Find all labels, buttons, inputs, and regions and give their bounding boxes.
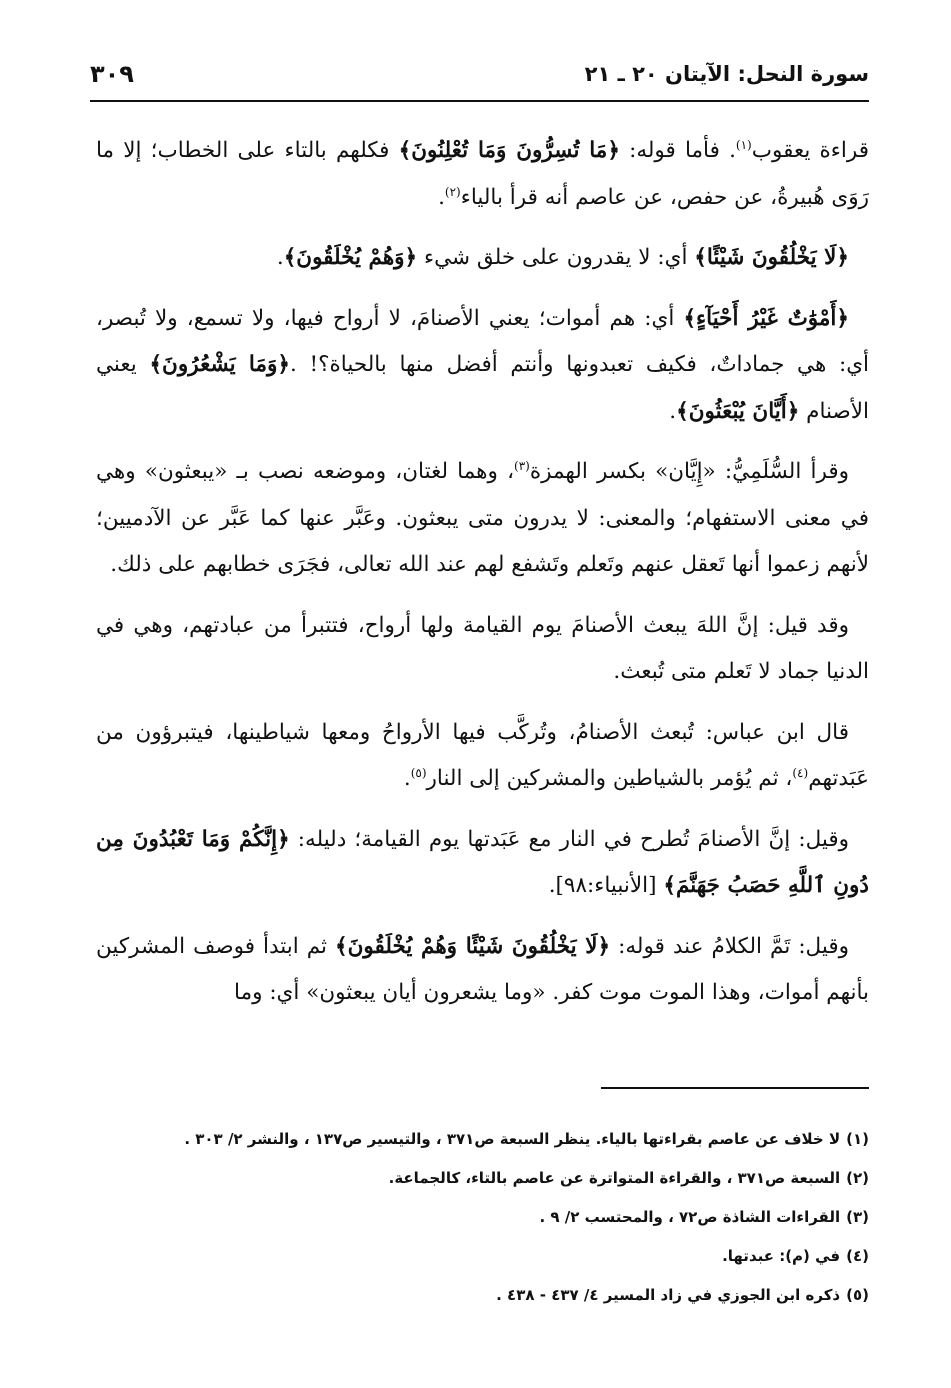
footnotes [96,1120,869,1315]
quran-quote: ﴿وَمَا يَشْعُرُونَ﴾ [149,352,290,377]
text-run: ، وهما لغتان، وموضعه نصب بـ «يبعثون» وهي في معنى الاستفهام؛ والمعنى: لا يدرون متى يبعثون. وعَبَّر عنها كما عَبَّر عن الآدميين؛ لأنهم زعموا أنها تَعقل عنهم وتَعلم وتَشفع لهم عند الله تعالى، فجَرَى خطابهم على ذلك. [96,459,869,577]
text-run: وقرأ السُّلَمِيُّ: «إِيَّان» بكسر الهمزة [529,459,850,484]
paragraph-5: وقد قيل: إنَّ اللهَ يبعث الأصنامَ يوم القيامة ولها أرواح، فتتبرأ من عبادتهم، وهي في الدنيا جماد لا تَعلم متى تُبعث. [96,612,869,684]
footnote-ref-5: (٥) [410,765,427,780]
quran-quote: ﴿إِنَّكُمْ وَمَا تَعْبُدُونَ مِن دُونِ ٱللَّهِ حَصَبُ جَهَنَّمَ﴾ [96,826,869,898]
main-text [96,128,869,1031]
footnote-ref-3: (٣) [514,458,530,473]
text-run: . فأما قوله: [619,138,736,163]
text-run: ثم ابتدأ فوصف المشركين بأنهم أموات، وهذا الموت موت كفر. «وما يشعرون أيان يبعثون» أي: وما [96,933,869,1005]
footnote-separator [601,1087,869,1089]
text-run: أي: لا يقدرون على خلق شيء [417,245,695,270]
text-run: . [438,184,445,210]
paragraph-3 [96,296,869,436]
footnote-number: (٤) [846,1247,869,1265]
quran-quote: ﴿وَهُمْ يُخْلَقُونَ﴾ [283,245,418,270]
footnote-text: القراءات الشاذة ص٧٢ ، والمحتسب ٢/ ٩ . [539,1208,841,1226]
text-run: . [403,766,411,791]
footnote-ref-4: (٤) [792,765,809,780]
text-run: قال ابن عباس: تُبعث الأصنامُ، وتُركَّب فيها الأرواحُ ومعها شياطينها، فيتبرؤون من عَبَدتهم [96,719,869,791]
chapter-title: سورة النحل: الآيتان ٢٠ ـ ٢١ [584,62,869,86]
text-run: يعني الأصنام [96,352,869,424]
footnote-number: (٣) [846,1208,869,1226]
paragraph-1 [96,128,869,221]
text-run: . [276,245,284,270]
footnote-number: (١) [846,1130,869,1148]
paragraph-2 [96,235,869,282]
quran-quote: ﴿مَا تُسِرُّونَ وَمَا تُعْلِنُونَ﴾ [398,138,620,163]
footnote-4 [96,1237,869,1276]
quran-quote: ﴿أَمْوَٰتٌ غَيْرُ أَحْيَآءٍ﴾ [683,305,850,331]
footnote-2 [96,1159,869,1198]
quran-quote: ﴿أَيَّانَ يُبْعَثُونَ﴾ [676,398,800,424]
text-run: قراءة يعقوب [751,138,869,163]
page-number: ٣٠٩ [90,60,134,88]
footnote-ref-2: (٢) [444,184,461,199]
paragraph-4 [96,449,869,589]
text-run: [الأنبياء:٩٨]. [548,873,664,898]
footnote-ref-1: (١) [735,137,752,152]
footnote-text: لا خلاف عن عاصم بقراءتها بالياء. ينظر السبعة ص٣٧١ ، والتيسير ص١٣٧ ، والنشر ٢/ ٣٠٣ . [184,1130,841,1148]
paragraph-6 [96,710,869,803]
text-run: أي: هم أموات؛ يعني الأصنامَ، لا أرواح فيها، ولا تسمع، ولا تُبصر، أي: هي جماداتٌ، فكيف تعبدونها وأنتم أفضل منها بالحياة؟! . [96,305,870,377]
footnote-text: السبعة ص٣٧١ ، والقراءة المتواترة عن عاصم بالتاء، كالجماعة. [388,1169,841,1187]
footnote-text: ذكره ابن الجوزي في زاد المسير ٤/ ٤٣٧ - ٤٣٨ . [496,1286,841,1304]
text-run: فكلهم بالتاء على الخطاب؛ إلا ما رَوَى هُبيرةُ، عن حفص، عن عاصم أنه قرأ بالياء [96,138,869,210]
footnote-1 [96,1120,869,1159]
running-header [90,58,869,102]
footnote-5 [96,1276,869,1315]
quran-quote: ﴿لَا يَخْلُقُونَ شَيْئًا وَهُمْ يُخْلَقُونَ﴾ [335,933,611,959]
quran-quote: ﴿لَا يَخْلُقُونَ شَيْئًا﴾ [694,245,849,270]
paragraph-7 [96,817,869,910]
footnote-3 [96,1198,869,1237]
footnote-number: (٢) [846,1169,869,1187]
text-run: . [669,398,677,424]
footnote-number: (٥) [846,1286,869,1304]
text-run: ، ثم يُؤمر بالشياطين والمشركين إلى النار [426,766,793,791]
paragraph-8 [96,924,869,1017]
text-run: وقيل: إنَّ الأصنامَ تُطرح في النار مع عَبَدتها يوم القيامة؛ دليله: [289,826,850,852]
text-run: وقيل: تَمَّ الكلامُ عند قوله: [610,933,849,959]
footnote-text: في (م): عبدتها. [722,1247,841,1265]
